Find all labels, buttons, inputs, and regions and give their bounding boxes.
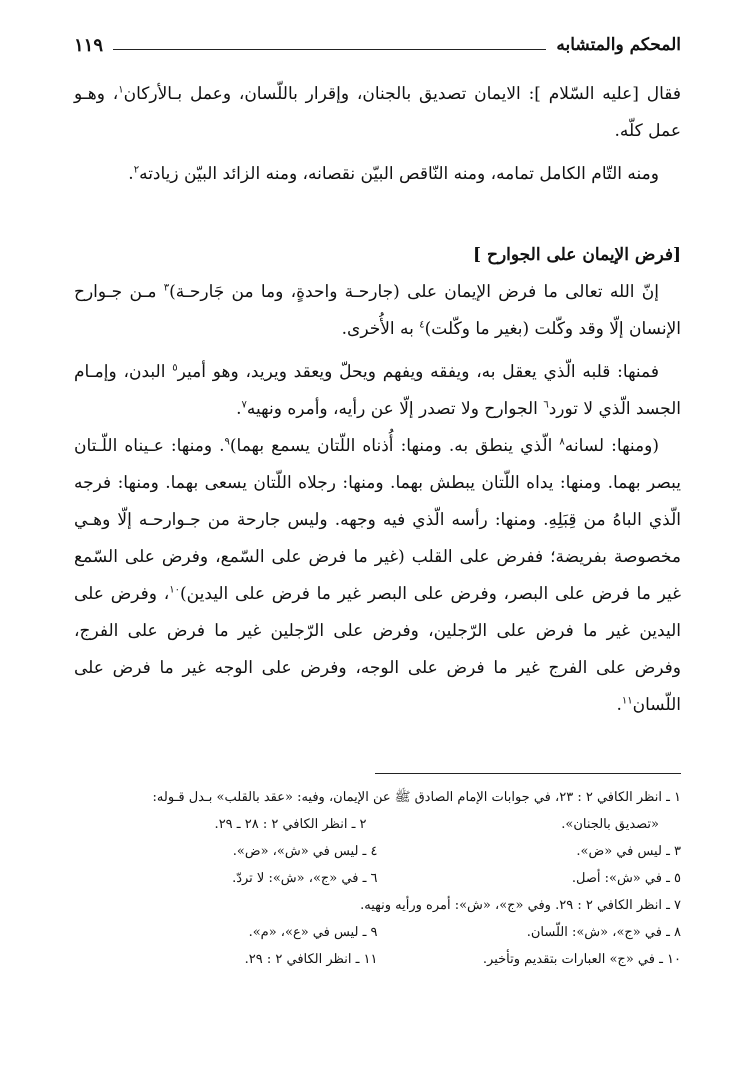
- running-header: [74, 30, 681, 60]
- footnote-4: ٤ ـ ليس في «ش»، «ض».: [232, 844, 378, 859]
- footnote-row: [74, 811, 681, 838]
- paragraph-1: فقال [عليه السّلام ]: الايمان تصديق بالجنان، وإقرار باللّسان، وعمل بـالأركان$^١$، وهـو عمل كلّه.: [74, 84, 681, 141]
- footnote-1-continued: «تصديق بالجنان».: [561, 817, 659, 832]
- footnote-ref[interactable]: ١: [118, 84, 124, 96]
- main-text: [74, 76, 681, 724]
- paragraph-2: ومنه التّام الكامل تمامه، ومنه النّاقص البيّن نقصانه، ومنه الزائد البيّن زيادته$^٢$.: [128, 164, 659, 184]
- footnote-2: ٢ ـ انظر الكافي ٢ : ٢٨ ـ ٢٩.: [214, 817, 367, 832]
- footnote-ref[interactable]: ٩: [224, 436, 230, 448]
- footnote-ref[interactable]: ٨: [559, 436, 565, 448]
- footnote-11: ١١ ـ انظر الكافي ٢ : ٢٩.: [244, 952, 378, 967]
- running-title: المحكم والمتشابه: [556, 35, 681, 55]
- paragraph-3: إنّ الله تعالى ما فرض الإيمان على (جارحـة واحدةٍ، وما من جَارحـة)$^٣$ مـن جـوارح الإنسان إلّا وقد وكّلت (بغير ما وكّلت)$^٤$ به الأُخرى.: [74, 282, 681, 339]
- footnote-ref[interactable]: ٦: [543, 399, 549, 411]
- footnote-row: [74, 865, 681, 892]
- footnote-row: [74, 919, 681, 946]
- footnote-5: ٥ ـ في «ش»: أصل.: [571, 871, 681, 886]
- footnote-ref[interactable]: ١١: [621, 695, 633, 707]
- footnotes: [74, 784, 681, 973]
- footnote-separator: [375, 773, 681, 774]
- footnote-ref[interactable]: ٤: [419, 319, 425, 331]
- header-rule: [113, 49, 546, 50]
- footnote-8: ٨ ـ في «ج»، «ش»: اللّسان.: [526, 925, 681, 940]
- footnote-ref[interactable]: ١٠: [169, 584, 181, 596]
- footnote-ref[interactable]: ٣: [163, 282, 170, 294]
- footnote-ref[interactable]: ٥: [172, 362, 178, 374]
- footnote-1: ١ ـ انظر الكافي ٢ : ٢٣، في جوابات الإمام الصادق ﷺ عن الإيمان، وفيه: «عقد بالقلب» بـدل قـوله:: [152, 790, 681, 805]
- footnote-9: ٩ ـ ليس في «ع»، «م».: [248, 925, 378, 940]
- footnote-10: ١٠ ـ في «ج» العبارات بتقديم وتأخير.: [482, 952, 681, 967]
- footnote-3: ٣ ـ ليس في «ض».: [576, 844, 681, 859]
- paragraph-5: (ومنها: لسانه$^٨$ الّذي ينطق به. ومنها: أُذناه اللّتان يسمع بهما)$^٩$. ومنها: عـيناه اللّـتان يبصر بهما. ومنها: يداه اللّتان يبطش بهما. ومنها: رجلاه اللّتان يسعى بهما. ومنها: فرجه الّذي الباهُ من قِبَلِهِ. ومنها: رأسه الّذي فيه وجهه. وليس جارحة من جـوارحـه إلّا وهـي مخصوصة بفريضة؛ ففرض على القلب (غير ما فرض على السّمع، وفرض على السّمع غير ما فرض على البصر، وفرض على البصر غير ما فرض على اليدين)$^{١٠}$، وفرض على اليدين غير ما فرض على الرّجلين، وفرض على الرّجلين غير ما فرض على الفرج، وفرض على الفرج غير ما فرض على الوجه، وفرض على الوجه غير ما فرض على اللّسان$^{١١}$.: [74, 436, 681, 715]
- paragraph-4: فمنها: قلبه الّذي يعقل به، ويفقه ويفهم ويحلّ ويعقد ويريد، وهو أمير$^٥$ البدن، وإمـام الجسد الّذي لا تورد$^٦$ الجوارح ولا تصدر إلّا عن رأيه، وأمره ونهيه$^٧$.: [74, 362, 681, 419]
- footnote-ref[interactable]: ٢: [133, 164, 140, 176]
- footnote-row: [74, 946, 681, 973]
- footnote-ref[interactable]: ٧: [241, 399, 247, 411]
- footnote-row: [74, 838, 681, 865]
- footnote-6: ٦ ـ في «ج»، «ش»: لا تردّ.: [232, 871, 378, 886]
- footnote-7: ٧ ـ انظر الكافي ٢ : ٢٩. وفي «ج»، «ش»: أمره ورأيه ونهيه.: [360, 898, 681, 913]
- section-heading: [فرض الإيمان على الجوارح ]: [473, 245, 681, 265]
- page-number: ١١٩: [74, 34, 104, 56]
